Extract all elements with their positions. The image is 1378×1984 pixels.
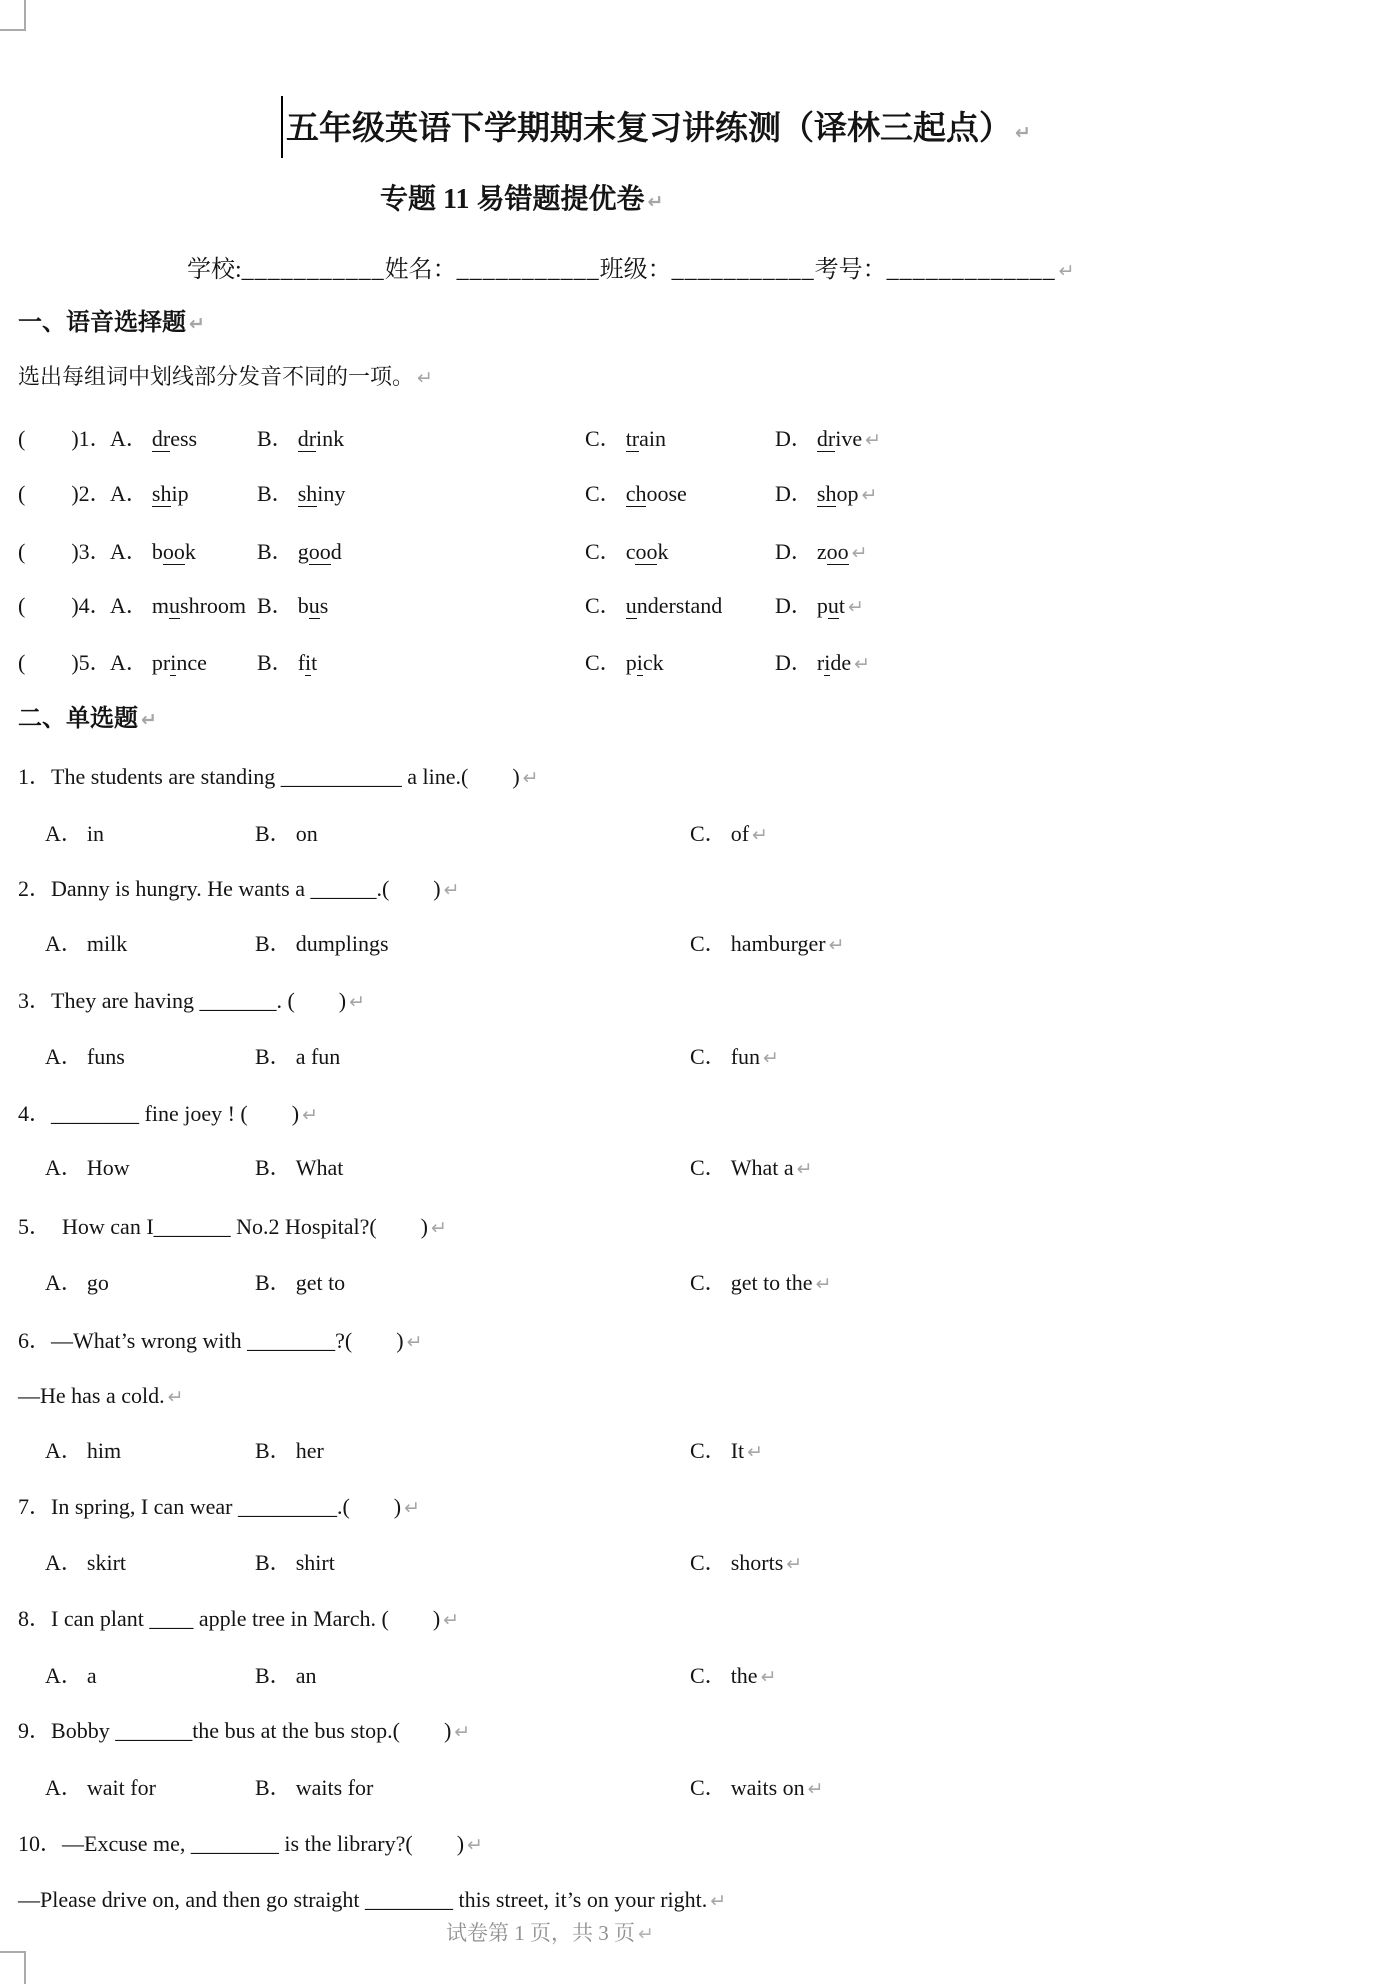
question-stem-row [18, 1096, 1378, 1132]
option-c [690, 1658, 777, 1695]
question-extra-text: —Please drive on, and then go straight ________ this street, it’s on your right. [18, 1887, 708, 1912]
page-footer-text: 试卷第 1 页，共 3 页 [446, 1921, 636, 1945]
return-mark-icon: ↵ [760, 1666, 777, 1688]
options-row [0, 1433, 1378, 1469]
class-field-label: 班级： [599, 257, 672, 283]
option-label: C． [690, 1663, 727, 1688]
return-mark-icon: ↵ [815, 1273, 832, 1295]
return-mark-icon: ↵ [796, 1158, 813, 1180]
option-word: How [86, 1155, 130, 1180]
section1-heading [18, 304, 205, 342]
question-number: 7． [18, 1494, 52, 1519]
option-label: B． [255, 1155, 292, 1180]
section1-instruction [18, 359, 433, 395]
underlined-letters: oo [308, 539, 331, 564]
option-word: a [86, 1663, 97, 1688]
return-mark-icon: ↵ [851, 542, 868, 564]
return-mark-icon: ↵ [638, 1923, 654, 1945]
option-b [257, 588, 328, 624]
underlined-letters: sh [297, 481, 318, 506]
options-row [0, 816, 1378, 852]
option-c [585, 645, 664, 681]
school-field-label: 学校: [187, 257, 242, 283]
option-c [585, 476, 687, 512]
option-b [255, 1265, 345, 1301]
option-c [690, 816, 768, 853]
option-label: B． [255, 1270, 292, 1295]
option-a [45, 1545, 126, 1581]
option-d [775, 421, 881, 458]
option-word: wait for [86, 1775, 156, 1800]
section2-heading [18, 700, 157, 738]
option-a [45, 1770, 156, 1806]
option-word: prince [151, 650, 207, 675]
return-mark-icon: ↵ [763, 1047, 779, 1069]
options-row [0, 1545, 1378, 1581]
page-title [286, 104, 1031, 152]
options-row [0, 1770, 1378, 1806]
name-field-blank[interactable]: ___________ [456, 257, 600, 283]
section1-heading-text: 一、语音选择题 [18, 310, 186, 336]
option-c [690, 1150, 813, 1187]
page-footer [205, 1917, 895, 1949]
option-label: B． [255, 1044, 292, 1069]
phonetic-question-row [0, 421, 1378, 457]
phonetic-question-row [0, 476, 1378, 512]
option-label: A． [110, 650, 148, 675]
option-label: B． [255, 821, 292, 846]
option-b [257, 421, 344, 457]
option-label: C． [585, 539, 622, 564]
option-b [255, 1545, 335, 1581]
question-number: 9． [18, 1718, 52, 1743]
option-label: C． [690, 931, 727, 956]
question-stem: —What’s wrong with ________?( ) [51, 1328, 404, 1353]
page-subtitle-text: 专题 11 易错题提优卷 [380, 184, 645, 215]
question-stem-row [18, 983, 1378, 1019]
option-word: ship [151, 481, 189, 506]
option-label: B． [257, 650, 294, 675]
question-stem-row [18, 871, 1378, 907]
option-a [110, 645, 207, 681]
option-word: go [86, 1270, 109, 1295]
option-word: skirt [86, 1550, 127, 1575]
option-label: B． [255, 1438, 292, 1463]
options-row [0, 1658, 1378, 1694]
return-mark-icon: ↵ [431, 1217, 447, 1239]
underlined-letters: u [169, 593, 181, 618]
return-mark-icon: ↵ [710, 1890, 727, 1912]
question-extra-row [18, 1882, 1378, 1918]
return-mark-icon: ↵ [167, 1386, 184, 1408]
question-stem-row [18, 759, 1378, 795]
option-a [45, 816, 104, 852]
return-mark-icon: ↵ [522, 767, 539, 789]
underlined-letters: u [308, 593, 320, 618]
option-label: C． [690, 1044, 727, 1069]
return-mark-icon: ↵ [454, 1721, 471, 1743]
option-word: in [86, 821, 105, 846]
underlined-letters: dr [816, 426, 836, 451]
return-mark-icon: ↵ [848, 596, 864, 618]
option-b [255, 926, 389, 962]
option-label: C． [585, 593, 622, 618]
question-stem: —Excuse me, ________ is the library?( ) [62, 1831, 465, 1856]
return-mark-icon: ↵ [861, 484, 878, 506]
option-word: waits on [730, 1775, 805, 1800]
return-mark-icon: ↵ [828, 934, 845, 956]
option-a [110, 421, 197, 457]
option-label: A． [45, 1044, 83, 1069]
option-label: A． [110, 426, 148, 451]
options-row [0, 1150, 1378, 1186]
option-word: dumplings [295, 931, 389, 956]
option-a [45, 926, 127, 962]
option-word: funs [86, 1044, 125, 1069]
option-label: B． [255, 931, 292, 956]
question-stem: They are having _______. ( ) [51, 988, 347, 1013]
option-label: C． [690, 1155, 727, 1180]
return-mark-icon: ↵ [349, 991, 366, 1013]
page-subtitle [380, 180, 663, 220]
option-a [110, 476, 189, 512]
question-stem: Bobby _______the bus at the bus stop.( ) [51, 1718, 452, 1743]
underlined-letters: i [170, 650, 177, 675]
option-b [255, 816, 318, 852]
return-mark-icon: ↵ [752, 824, 768, 846]
question-stem-row [18, 1601, 1378, 1637]
option-word: milk [86, 931, 128, 956]
option-word: ride [816, 650, 852, 675]
option-d [775, 534, 868, 571]
return-mark-icon: ↵ [854, 653, 871, 675]
option-label: A． [45, 931, 83, 956]
option-label: A． [110, 539, 148, 564]
underlined-letters: i [824, 650, 831, 675]
option-b [255, 1433, 324, 1469]
underlined-letters: i [305, 650, 312, 675]
options-row [0, 1265, 1378, 1301]
question-number: 4． [18, 1101, 52, 1126]
return-mark-icon: ↵ [1015, 122, 1031, 144]
underlined-letters: sh [816, 481, 837, 506]
options-row [0, 926, 1378, 962]
option-label: B． [255, 1775, 292, 1800]
return-mark-icon: ↵ [647, 191, 664, 213]
option-label: B． [257, 481, 294, 506]
class-field-blank[interactable]: ___________ [671, 257, 815, 283]
crop-mark-top-left-icon [0, 0, 26, 31]
option-label: A． [45, 1438, 83, 1463]
return-mark-icon: ↵ [1058, 260, 1075, 282]
page-title-text: 五年级英语下学期期末复习讲练测（译林三起点） [286, 109, 1012, 146]
option-word: shiny [297, 481, 346, 506]
question-stem: The students are standing ___________ a line.( ) [51, 764, 520, 789]
question-stem: How can I_______ No.2 Hospital?( ) [51, 1214, 429, 1239]
option-word: her [295, 1438, 324, 1463]
option-word: It [730, 1438, 745, 1463]
option-c [585, 534, 668, 570]
option-label: B． [255, 1550, 292, 1575]
option-label: A． [45, 1550, 83, 1575]
underlined-letters: tr [625, 426, 640, 451]
section2-heading-text: 二、单选题 [18, 706, 138, 732]
option-label: C． [690, 1438, 727, 1463]
option-c [690, 1545, 802, 1582]
option-word: hamburger [730, 931, 826, 956]
option-b [255, 1770, 373, 1806]
option-word: the [730, 1663, 758, 1688]
option-label: A． [45, 1663, 83, 1688]
examno-field-blank[interactable]: _____________ [886, 257, 1056, 283]
question-number: 8． [18, 1606, 52, 1631]
question-stem: In spring, I can wear _________.( ) [51, 1494, 402, 1519]
phonetic-question-row [0, 645, 1378, 681]
return-mark-icon: ↵ [747, 1441, 764, 1463]
option-b [257, 645, 317, 681]
option-c [585, 421, 666, 457]
question-stem-row [18, 1209, 1378, 1245]
return-mark-icon: ↵ [865, 429, 882, 451]
return-mark-icon: ↵ [417, 367, 433, 389]
answer-parens[interactable]: ( )4． [18, 593, 112, 618]
option-word: bus [297, 593, 329, 618]
option-label: B． [257, 593, 294, 618]
option-word: him [86, 1438, 122, 1463]
return-mark-icon: ↵ [467, 1834, 483, 1856]
option-word: shirt [295, 1550, 335, 1575]
option-label: D． [775, 426, 813, 451]
option-word: cook [625, 539, 669, 564]
option-label: D． [775, 650, 813, 675]
option-word: What [295, 1155, 344, 1180]
option-label: C． [690, 1270, 727, 1295]
return-mark-icon: ↵ [443, 879, 460, 901]
question-stem: Danny is hungry. He wants a ______.( ) [51, 876, 441, 901]
underlined-letters: dr [151, 426, 171, 451]
option-word: put [816, 593, 846, 618]
phonetic-question-row [0, 534, 1378, 570]
question-stem-row [18, 1323, 1378, 1359]
answer-parens[interactable]: ( )5． [18, 650, 112, 675]
option-d [775, 588, 864, 625]
option-word: What a [730, 1155, 794, 1180]
option-a [45, 1039, 125, 1075]
section1-instruction-text: 选出每组词中划线部分发音不同的一项。 [18, 364, 415, 389]
question-stem-row [18, 1826, 1378, 1862]
return-mark-icon: ↵ [807, 1778, 824, 1800]
return-mark-icon: ↵ [189, 313, 205, 335]
option-label: C． [690, 1550, 727, 1575]
option-word: zoo [816, 539, 849, 564]
question-extra-text: —He has a cold. [18, 1383, 165, 1408]
option-word: shorts [730, 1550, 784, 1575]
option-word: fit [297, 650, 318, 675]
option-word: a fun [295, 1044, 341, 1069]
option-d [775, 476, 877, 513]
underlined-letters: oo [162, 539, 185, 564]
option-word: book [151, 539, 196, 564]
text-cursor [281, 96, 283, 158]
underlined-letters: i [636, 650, 643, 675]
option-word: get to the [730, 1270, 813, 1295]
underlined-letters: u [827, 593, 839, 618]
return-mark-icon: ↵ [786, 1553, 803, 1575]
options-row [0, 1039, 1378, 1075]
option-c [690, 926, 845, 963]
option-label: B． [257, 426, 294, 451]
question-extra-row [18, 1378, 1378, 1414]
option-a [45, 1433, 121, 1469]
option-a [45, 1265, 109, 1301]
option-word: choose [625, 481, 687, 506]
option-label: C． [585, 650, 622, 675]
option-label: A． [110, 593, 148, 618]
option-b [257, 476, 345, 512]
option-d [775, 645, 870, 682]
option-word: get to [295, 1270, 346, 1295]
option-word: shop [816, 481, 859, 506]
underlined-letters: oo [826, 539, 849, 564]
option-word: train [625, 426, 667, 451]
underlined-letters: sh [151, 481, 172, 506]
option-word: of [730, 821, 750, 846]
option-a [110, 588, 246, 624]
underlined-letters: oo [635, 539, 658, 564]
option-label: A． [45, 1775, 83, 1800]
option-word: understand [625, 593, 723, 618]
underlined-letters: u [625, 593, 637, 618]
answer-parens[interactable]: ( )2． [18, 481, 112, 506]
option-label: B． [257, 539, 294, 564]
underlined-letters: dr [297, 426, 317, 451]
option-label: A． [45, 821, 83, 846]
option-b [255, 1658, 316, 1694]
school-field-blank[interactable]: ___________ [241, 257, 385, 283]
question-number: 3． [18, 988, 52, 1013]
option-c [690, 1039, 779, 1076]
option-word: fun [730, 1044, 761, 1069]
answer-parens[interactable]: ( )1． [18, 426, 112, 451]
option-label: A． [110, 481, 148, 506]
question-stem-row [18, 1713, 1378, 1749]
option-a [45, 1658, 97, 1694]
option-word: mushroom [151, 593, 247, 618]
examno-field-label: 考号： [814, 257, 887, 283]
underlined-letters: ch [625, 481, 647, 506]
return-mark-icon: ↵ [406, 1331, 423, 1353]
option-label: D． [775, 539, 813, 564]
option-label: C． [585, 426, 622, 451]
option-label: A． [45, 1270, 83, 1295]
option-label: B． [255, 1663, 292, 1688]
option-c [690, 1770, 824, 1807]
option-a [45, 1150, 130, 1186]
question-stem-row [18, 1489, 1378, 1525]
option-b [257, 534, 342, 570]
option-word: waits for [295, 1775, 374, 1800]
option-label: A． [45, 1155, 83, 1180]
option-c [585, 588, 722, 624]
option-word: dress [151, 426, 198, 451]
question-number: 1． [18, 764, 52, 789]
return-mark-icon: ↵ [443, 1609, 460, 1631]
question-number: 10． [18, 1831, 63, 1856]
option-c [690, 1433, 763, 1470]
option-word: drive [816, 426, 863, 451]
option-c [690, 1265, 831, 1302]
question-stem: I can plant ____ apple tree in March. ( ) [51, 1606, 441, 1631]
option-label: D． [775, 593, 813, 618]
option-word: on [295, 821, 318, 846]
return-mark-icon: ↵ [141, 709, 157, 731]
question-number: 2． [18, 876, 52, 901]
return-mark-icon: ↵ [302, 1104, 318, 1126]
return-mark-icon: ↵ [404, 1497, 421, 1519]
answer-parens[interactable]: ( )3． [18, 539, 112, 564]
option-word: drink [297, 426, 345, 451]
option-b [255, 1150, 343, 1186]
option-word: good [297, 539, 342, 564]
option-label: C． [690, 1775, 727, 1800]
question-number: 6． [18, 1328, 52, 1353]
crop-mark-bottom-left-icon [0, 1951, 26, 1984]
option-word: pick [625, 650, 664, 675]
option-a [110, 534, 196, 570]
question-stem: ________ fine joey ! ( ) [51, 1101, 300, 1126]
name-field-label: 姓名： [384, 257, 457, 283]
student-info-line [187, 250, 1075, 290]
question-number: 5． [18, 1214, 52, 1239]
option-label: C． [690, 821, 727, 846]
phonetic-question-row [0, 588, 1378, 624]
option-word: an [295, 1663, 317, 1688]
option-b [255, 1039, 340, 1075]
option-label: D． [775, 481, 813, 506]
option-label: C． [585, 481, 622, 506]
